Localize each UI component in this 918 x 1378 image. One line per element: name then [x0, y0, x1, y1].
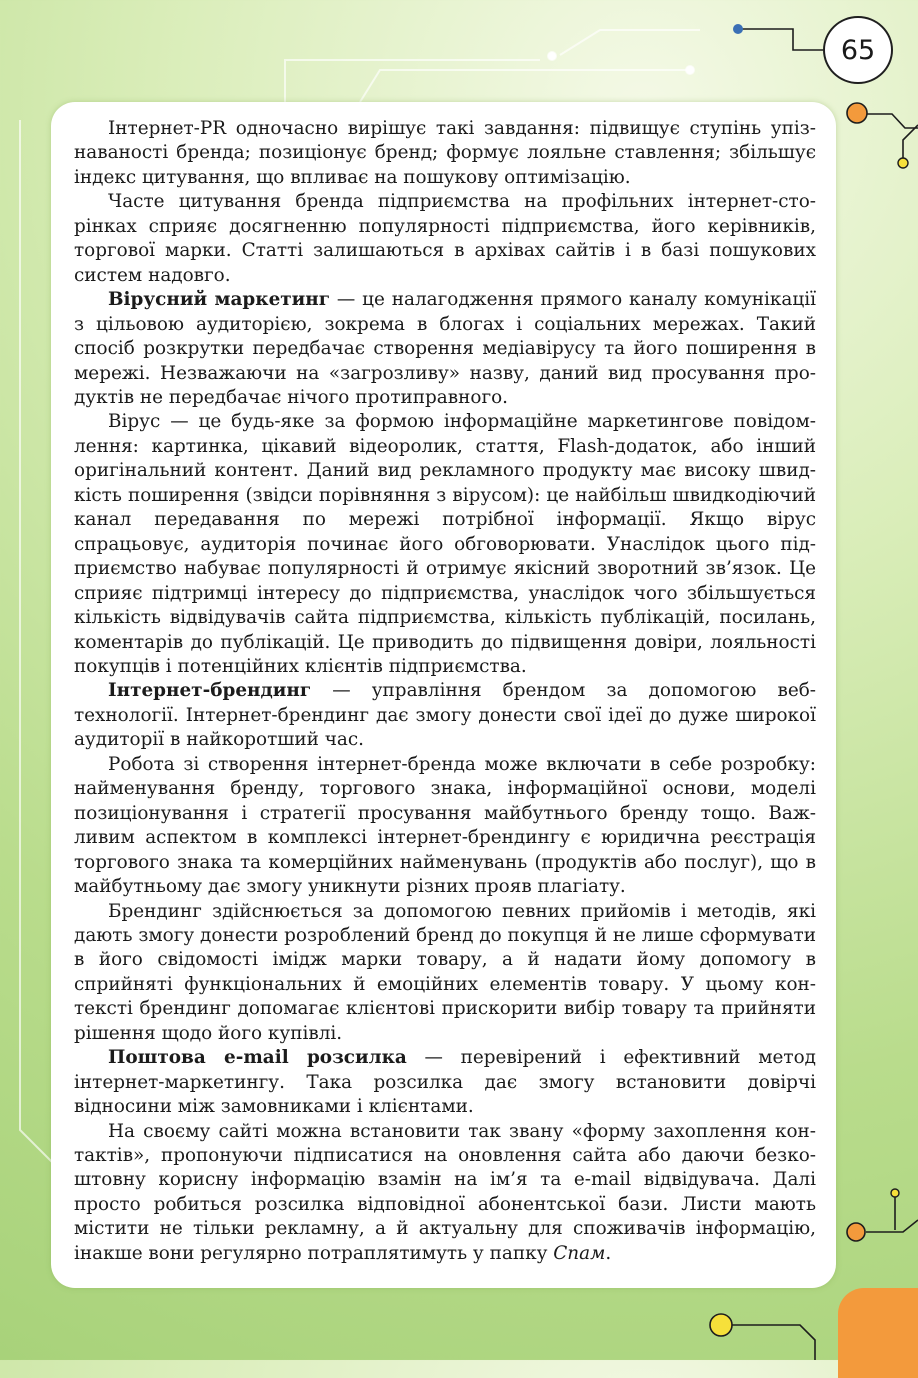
yellow-node-icon	[898, 158, 908, 168]
paragraph-brand-creation: Робота зі створення інтернет-бренда може включати в себе розробку: найменування бренду, торгового знака, інформаційної основи, моделі позиціонування і стратегії просування майбутнього бренду тощо. Важливим аспектом в комплексі інтернет-брендингу є юридична реєстрація торгового знака та комерційних найменувань (продуктів або послуг), що в майбутньому дає змогу уникнути різних пpояв плагіату.	[74, 753, 816, 898]
paragraph-viral-marketing: Вірусний маркетинг — це налагодження прямого каналу комунікації з цільовою аудиторією, зокрема в блогах і соціальних мережах. Такий спосіб розкрутки передбачає створення медіавірусу та його поширення в мережі. Незважаючи на «загрозливу» назву, даний вид просування продуктів не передбачає нічого протиправного.	[74, 289, 816, 408]
orange-node-icon	[847, 103, 867, 123]
page-number: 65	[823, 16, 893, 84]
orange-node-icon-bottom	[847, 1223, 865, 1241]
term-viral-marketing: Вірусний маркетинг	[108, 289, 331, 311]
paragraph-capture-form: На своєму сайті можна встановити так звану «форму захоплення контактів», пропонуючи підписатися на оновлення сайта або даючи безкоштовну корисну інформацію взамін на ім’я та e-mail відвідувача. Далі просто робиться розсилка відповідної абонентської бази. Листи мають містити не тільки рекламну, а й актуальну для споживачів інформацію, інакше вони регулярно потраплятимуть у папку Спам.	[74, 1120, 816, 1264]
blue-node-icon	[733, 24, 743, 34]
paragraph-branding-methods: Брендинг здійснюється за допомогою певних прийомів і методів, які дають змогу донести розроблений бренд до покупця й не лише сформувати в його свідомості імідж марки товару, а й надати йому допомогу в сприйняті функціональних й емоційних елементів товару. У цьому контексті брендинг допомагає клієнтові прискорити вибір товару та прийняти рішення щодо його купівлі.	[74, 900, 816, 1044]
spam-folder-name: Спам	[553, 1242, 606, 1264]
paragraph-virus: Вірус — це будь-яке за формою інформаційне маркетингове повідомлення: картинка, цікавий відеоролик, стаття, Flash-додаток, або інший оригінальний контент. Даний вид рекламного продукту має високу швидкість поширення (звідси порівняння з вірусом): це найбільш швидкодіючий канал передавання по мережі потрібної інформації. Якщо вірус спрацьовує, аудиторія починає його обговорювати. Унаслідок цього підприємство набуває популярності й отримує якісний зворотний зв’язок. Це сприяє підтримці інтересу до підприємства, унаслідок чого збільшується кількість відвідувачів сайта підприємства, кількість публікацій, посилань, коментарів до публікацій. Це приводить до підвищення довіри, лояльності покупців і потенційних клієнтів підприємства.	[74, 411, 816, 677]
term-email-mailing: Поштова e-mail розсилка	[108, 1047, 407, 1069]
yellow-node-icon-bottom	[891, 1189, 899, 1197]
page-body	[74, 117, 816, 1266]
corner-tab	[838, 1288, 918, 1378]
paragraph-2: Часте цитування бренда підприємства на профільних інтернет-сторінках сприяє досягненню популярності підприємства, його керівників, торгової марки. Статті залишаються в архівах сайтів і в базі пошукових систем надовго.	[74, 191, 816, 286]
term-internet-branding: Інтернет-брендинг	[108, 680, 312, 702]
paragraph-internet-branding: Інтернет-брендинг — управління брендом за допомогою веб-технології. Інтернет-брендинг дає змогу донести свої ідеї до дуже широкої аудиторії в найкоротший час.	[74, 680, 816, 751]
paragraph-email: Поштова e-mail розсилка — перевірений і ефективний метод інтернет-маркетингу. Така розсилка дає змогу встановити довірчі відносини між замовниками і клієнтами.	[74, 1047, 816, 1118]
paragraph-1: Інтернет-PR одночасно вирішує такі завдання: підвищує ступінь упізнаваності бренда; позиціонує бренд; формує лояльне ставлення; збільшує індекс цитування, що впливає на пошукову оптимізацію.	[74, 118, 816, 188]
yellow-node-icon-footer	[710, 1314, 732, 1336]
